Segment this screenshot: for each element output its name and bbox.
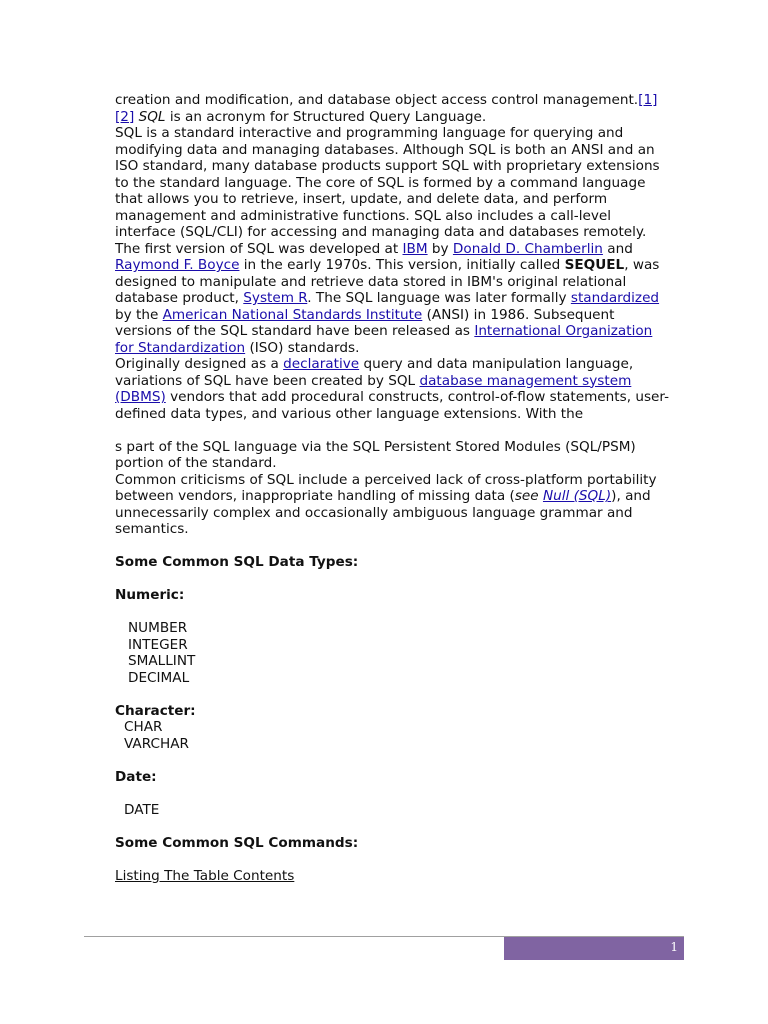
list-item-smallint: SMALLINT	[128, 653, 196, 669]
criticisms-text: ), and unnecessarily complex and occasionally ambiguous language grammar and semantics.	[115, 488, 651, 537]
variations-text: query and data manipulation language, variations of SQL have been created by SQL	[115, 356, 634, 389]
list-item-char: CHAR	[124, 719, 163, 735]
spacer	[115, 785, 675, 802]
spacer	[115, 686, 675, 703]
link-iso[interactable]: International Organization for Standardization	[115, 323, 653, 356]
data-types-heading: Some Common SQL Data Types:	[115, 554, 359, 570]
paragraph-psm: s part of the SQL language via the SQL Persistent Stored Modules (SQL/PSM) portion of the standard.	[115, 438, 636, 471]
page-number-badge	[504, 937, 684, 960]
link-null-sql[interactable]	[543, 488, 611, 504]
spacer	[115, 422, 675, 439]
paragraph-intro	[115, 92, 675, 125]
history-text: The first version of SQL was developed at	[115, 240, 403, 257]
link-declarative[interactable]: declarative	[283, 356, 360, 372]
history-text: (ISO) standards.	[245, 339, 360, 356]
link-donald-chamberlin[interactable]: Donald D. Chamberlin	[452, 240, 603, 257]
sql-term: SQL	[138, 108, 166, 125]
see-term: see	[514, 488, 539, 504]
history-text: in the early 1970s. This version, initially called	[239, 257, 565, 273]
list-item-decimal: DECIMAL	[128, 669, 190, 686]
history-text: and	[602, 240, 633, 257]
history-text: , was designed to manipulate and retrieve data stored in IBM's original relational database product,	[115, 257, 660, 306]
spacer	[115, 571, 675, 588]
reference-link-2[interactable]: [2]	[115, 108, 135, 125]
paragraph-definition: SQL is a standard interactive and programming language for querying and modifying data and managing databases. Although SQL is both an ANSI and an ISO standard, many database products support SQL with proprietary extensions to the standard language. The core of SQL is formed by a command language that allows you to retrieve, insert, update, and delete data, and perform management and administrative functions. SQL also includes a call-level interface (SQL/CLI) for accessing and managing data and databases remotely.	[115, 125, 660, 240]
list-item-date: DATE	[124, 801, 160, 818]
document-body	[115, 92, 675, 884]
acronym-text: is an acronym for Structured Query Language.	[165, 108, 487, 125]
listing-table-contents-link[interactable]	[115, 868, 675, 885]
spacer	[115, 818, 675, 835]
paragraph-history	[115, 241, 675, 357]
spacer	[115, 604, 675, 621]
intro-text: creation and modification, and database object access control management.	[115, 92, 639, 108]
history-text: (ANSI) in 1986. Subsequent versions of the SQL standard have been released as	[115, 306, 615, 339]
spacer	[115, 752, 675, 769]
spacer	[115, 851, 675, 868]
link-system-r[interactable]: System R	[243, 290, 308, 306]
date-heading: Date:	[115, 768, 157, 785]
link-dbms[interactable]: database management system (DBMS)	[115, 372, 632, 405]
listing-link-text: Listing The Table Contents	[115, 867, 295, 884]
page-number: 1	[670, 940, 678, 954]
link-ansi[interactable]: American National Standards Institute	[162, 306, 423, 323]
history-text: by the	[115, 306, 163, 323]
spacer	[115, 538, 675, 555]
paragraph-variations	[115, 356, 675, 422]
variations-text: vendors that add procedural constructs, control-of-flow statements, user-defined data types, and various other language extensions. With the	[115, 389, 670, 422]
criticisms-text: Common criticisms of SQL include a perceived lack of cross-platform portability between vendors, inappropriate handling of missing data (	[115, 471, 657, 504]
sequel-term: SEQUEL	[564, 257, 625, 273]
history-text: . The SQL language was later formally	[307, 290, 571, 306]
numeric-heading: Numeric:	[115, 587, 185, 603]
list-item-varchar: VARCHAR	[124, 735, 189, 752]
link-raymond-boyce[interactable]: Raymond F. Boyce	[115, 257, 240, 273]
link-ibm[interactable]: IBM	[402, 240, 428, 257]
list-item-number: NUMBER	[128, 620, 188, 636]
history-text: by	[427, 240, 453, 257]
link-standardized[interactable]: standardized	[570, 290, 660, 306]
null-sql-label: Null (SQL)	[542, 488, 612, 504]
list-item-integer: INTEGER	[128, 636, 188, 653]
variations-text: Originally designed as a	[115, 356, 284, 372]
commands-heading: Some Common SQL Commands:	[115, 834, 359, 851]
paragraph-criticisms	[115, 472, 675, 538]
reference-link-1[interactable]: [1]	[638, 92, 658, 108]
character-heading: Character:	[115, 702, 196, 719]
